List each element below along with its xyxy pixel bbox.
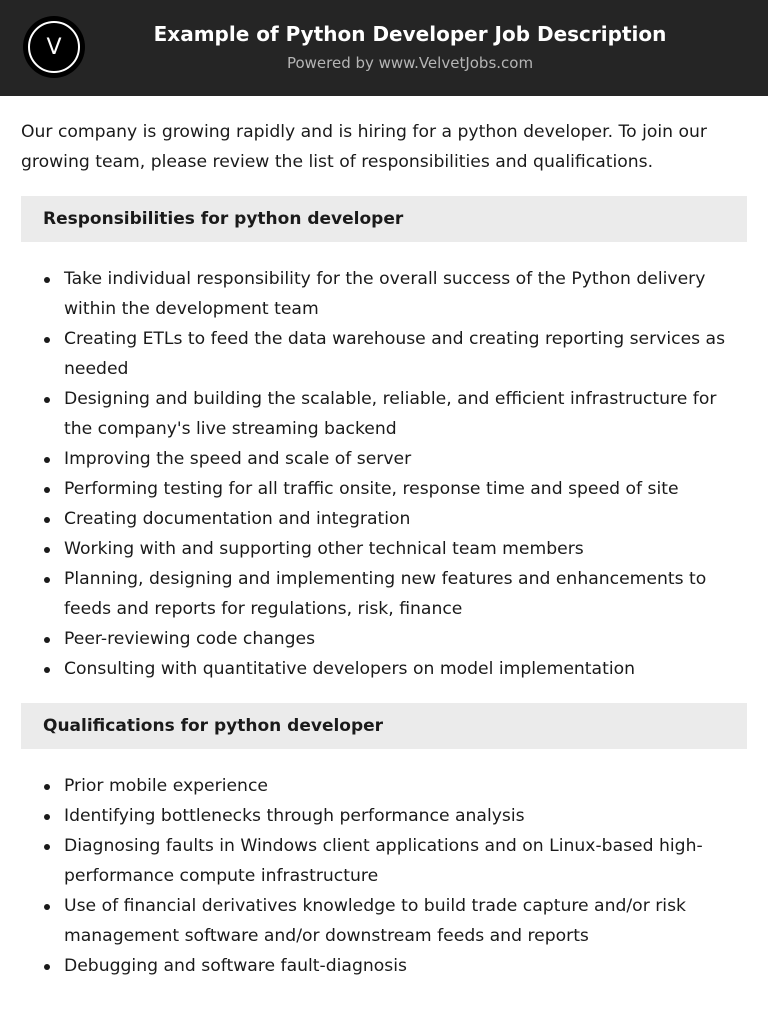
list-item-text: Diagnosing faults in Windows client applications and on Linux-based high-performance compute infrastructure xyxy=(64,836,703,886)
bullet-icon xyxy=(44,964,50,970)
bullet-icon xyxy=(44,814,50,820)
list-item xyxy=(21,654,747,684)
bullet-icon xyxy=(44,904,50,910)
list-item xyxy=(21,324,747,384)
list-item xyxy=(21,444,747,474)
bullet-icon xyxy=(44,547,50,553)
list-item-text: Identifying bottlenecks through performance analysis xyxy=(64,806,525,826)
list-item xyxy=(21,624,747,654)
bullet-icon xyxy=(44,577,50,583)
list-item xyxy=(21,831,747,891)
list-item-text: Debugging and software fault-diagnosis xyxy=(64,956,407,976)
list-item xyxy=(21,534,747,564)
bullet-icon xyxy=(44,784,50,790)
page-title: Example of Python Developer Job Description xyxy=(153,22,667,46)
list-item xyxy=(21,564,747,624)
bullet-icon xyxy=(44,517,50,523)
powered-by-text: Powered by www.VelvetJobs.com xyxy=(286,54,534,72)
list-item xyxy=(21,801,747,831)
intro-paragraph: Our company is growing rapidly and is hiring for a python developer. To join our growing team, please review the list of responsibilities and qualifications. xyxy=(21,122,707,172)
bullet-icon xyxy=(44,277,50,283)
list-item xyxy=(21,951,747,981)
bullet-icon xyxy=(44,337,50,343)
bullet-icon xyxy=(44,487,50,493)
velvetjobs-logo[interactable] xyxy=(23,16,85,78)
qualifications-list xyxy=(21,749,747,981)
qualifications-heading: Qualifications for python developer xyxy=(21,703,747,749)
bullet-icon xyxy=(44,667,50,673)
list-item xyxy=(21,504,747,534)
list-item-text: Planning, designing and implementing new features and enhancements to feeds and reports for regulations, risk, finance xyxy=(64,569,707,619)
bullet-icon xyxy=(44,397,50,403)
responsibilities-list xyxy=(21,242,747,684)
list-item-text: Prior mobile experience xyxy=(64,776,268,796)
list-item-text: Performing testing for all traffic onsite, response time and speed of site xyxy=(64,479,679,499)
page-header xyxy=(0,0,768,96)
list-item-text: Designing and building the scalable, reliable, and efficient infrastructure for the company's live streaming backend xyxy=(64,389,717,439)
list-item-text: Take individual responsibility for the overall success of the Python delivery within the development team xyxy=(64,269,706,319)
list-item xyxy=(21,771,747,801)
list-item-text: Consulting with quantitative developers on model implementation xyxy=(64,659,636,679)
list-item-text: Creating ETLs to feed the data warehouse and creating reporting services as needed xyxy=(64,329,726,379)
list-item xyxy=(21,891,747,951)
bullet-icon xyxy=(44,457,50,463)
bullet-icon xyxy=(44,637,50,643)
list-item-text: Use of financial derivatives knowledge to build trade capture and/or risk management software and/or downstream feeds and reports xyxy=(64,896,686,946)
logo-letter: V xyxy=(28,21,80,73)
list-item xyxy=(21,264,747,324)
list-item-text: Improving the speed and scale of server xyxy=(64,449,412,469)
bullet-icon xyxy=(44,844,50,850)
list-item-text: Working with and supporting other technical team members xyxy=(64,539,584,559)
list-item-text: Peer-reviewing code changes xyxy=(64,629,316,649)
list-item xyxy=(21,474,747,504)
list-item xyxy=(21,384,747,444)
responsibilities-heading: Responsibilities for python developer xyxy=(21,196,747,242)
list-item-text: Creating documentation and integration xyxy=(64,509,411,529)
